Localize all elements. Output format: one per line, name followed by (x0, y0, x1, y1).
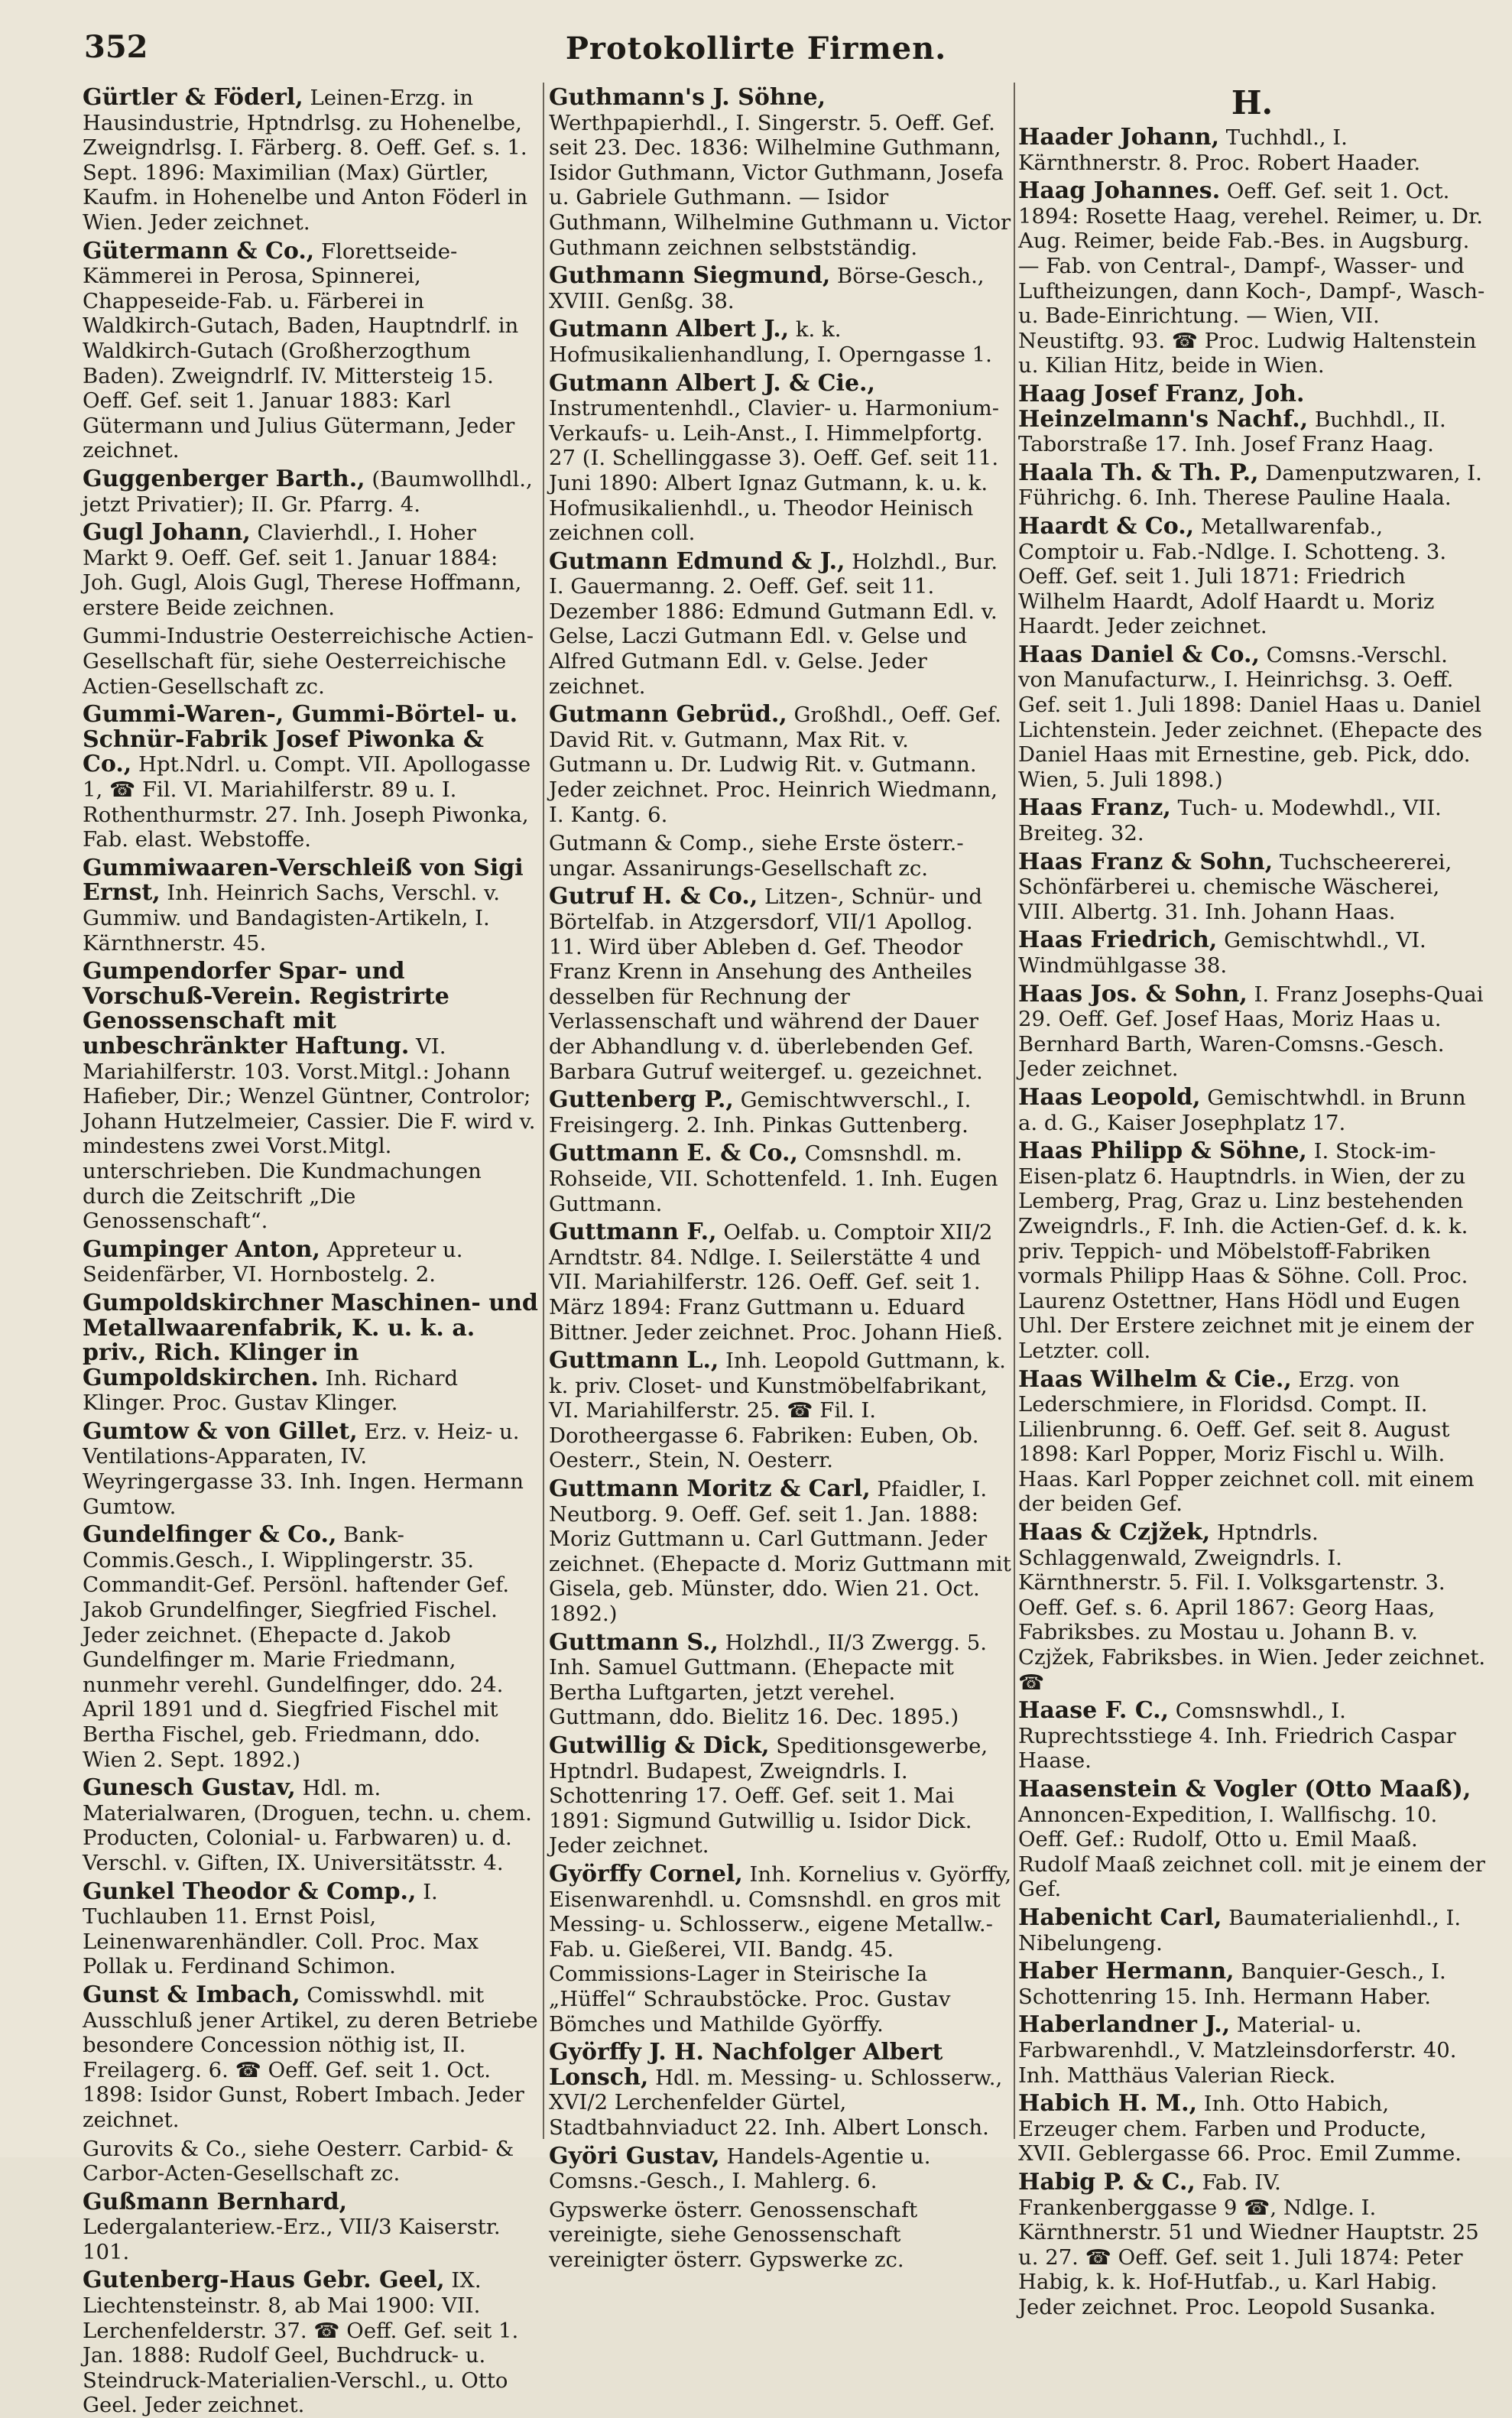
entry-details: Material- u. Farbwarenhdl., V. Matzleinsdorferstr. 40. Inh. Matthäus Valerian Rieck. (1018, 2013, 1457, 2088)
entry-firm-name: Haardt & Co., (1018, 512, 1195, 540)
entry-details: Inh. Richard Klinger. Proc. Gustav Klinger. (83, 1365, 459, 1416)
entry-details: Hpt.Ndrl. u. Compt. VII. Apollogasse 1, ☎ Fil. VI. Mariahilferstr. 89 u. I. Rothenthurmstr. 27. Inh. Joseph Piwonka, Fab. elast. Webstoffe. (83, 752, 531, 852)
directory-entry (549, 831, 1012, 881)
entry-details: Pfaidler, I. Neutborg. 9. Oeff. Gef. seit 1. Jan. 1888: Moriz Guttmann u. Carl Guttmann. Jeder zeichnet. (Ehepacte d. Moriz Guttmann mit Gisela, geb. Münster, ddo. Wien 21. Oct. 1892.) (549, 1477, 1011, 1627)
entry-firm-name: Guttmann E. & Co., (549, 1140, 798, 1167)
directory-entry (549, 1862, 1012, 2037)
entry-details: Buchhdl., II. Taborstraße 17. Inh. Josef Franz Haag. (1018, 407, 1446, 457)
entry-details: Holzhdl., II/3 Zwergg. 5. Inh. Samuel Guttmann. (Ehepacte mit Bertha Luftgarten, jetzt verehel. Guttmann, ddo. Bielitz 16. Dec. 1895.) (549, 1630, 988, 1730)
directory-entry (83, 703, 540, 852)
entry-details: Ledergalanteriew.-Erz., VII/3 Kaiserstr. 101. (83, 2215, 501, 2264)
entry-firm-name: Gutenberg-Haus Gebr. Geel, (83, 2267, 445, 2294)
entry-details: Tuch- u. Modewhdl., VII. Breiteg. 32. (1018, 796, 1442, 846)
directory-entry (1018, 2013, 1486, 2088)
entry-details: Gutmann & Comp., siehe Erste österr.-ungar. Assanirungs-Gesellschaft zc. (549, 831, 964, 881)
entry-firm-name: Gürtler & Föderl, (83, 84, 303, 111)
column-divider (1014, 83, 1015, 2139)
entry-details: Hdl. m. Messing- u. Schlosserw., XVI/2 Lerchenfelder Gürtel, Stadtbahnviaduct 22. Inh. Albert Lonsch. (549, 2065, 1003, 2140)
entry-firm-name: Haas Daniel & Co., (1018, 641, 1260, 668)
entry-firm-name: Gutwillig & Dick, (549, 1732, 770, 1759)
entry-firm-name: Gutmann Edmund & J., (549, 547, 845, 575)
entry-firm-name: Habenicht Carl, (1018, 1904, 1222, 1931)
entry-details: Gurovits & Co., siehe Oesterr. Carbid- & Carbor-Acten-Gesellschaft zc. (83, 2136, 514, 2186)
entry-details: Inh. Otto Habich, Erzeuger chem. Farben und Producte, XVII. Geblergasse 66. Proc. Emil Zumme. (1018, 2092, 1462, 2166)
entry-firm-name: Györffy J. H. Nachfolger Albert Lonsch, (549, 2039, 943, 2091)
directory-entry (83, 1880, 540, 1979)
directory-entry (1018, 1959, 1486, 2009)
entry-firm-name: Gugl Johann, (83, 519, 251, 547)
directory-entry (1018, 514, 1486, 639)
directory-entry (1018, 1699, 1486, 1774)
entry-details: Speditionsgewerbe, Hptndrl. Budapest, Zweigndrls. I. Schottenring 17. Oeff. Gef. seit 1. Mai 1891: Sigmund Gutwillig u. Isidor Dick. Jeder zeichnet. (549, 1734, 988, 1858)
directory-entry (83, 2268, 540, 2418)
entry-details: IX. Liechtensteinstr. 8, ab Mai 1900: VII. Lerchenfelderstr. 37. ☎ Oeff. Gef. seit 1. Jan. 1888: Rudolf Geel, Buchdruck- u. Steindruck-Materialien-Verschl., u. Otto Geel. Jeder zeichnet. (83, 2268, 519, 2418)
directory-entry (1018, 643, 1486, 793)
directory-entry (83, 467, 540, 517)
directory-entry (549, 1628, 1012, 1730)
entry-details: Hdl. m. Materialwaren, (Droguen, techn. u. chem. Producten, Colonial- u. Farbwaren) u. d. Verschl. v. Giften, IX. Universitätsstr. 4. (83, 1776, 532, 1875)
entry-firm-name: Guthmann Siegmund, (549, 262, 831, 290)
entry-firm-name: Gummi-Waren-, Gummi-Börtel- u. Schnür-Fabrik Josef Piwonka & Co., (83, 701, 518, 778)
directory-entry (83, 1291, 540, 1416)
entry-firm-name: Gutmann Gebrüd., (549, 701, 787, 729)
column-3 (1018, 84, 1486, 2319)
directory-entry (549, 1349, 1012, 1473)
entry-firm-name: Haas Franz & Sohn, (1018, 848, 1274, 875)
column-divider (543, 83, 544, 2139)
directory-entry (1018, 1777, 1486, 1902)
directory-entry (1018, 1139, 1486, 1363)
entry-firm-name: Gütermann & Co., (83, 237, 315, 265)
entry-details: I. Franz Josephs-Quai 29. Oeff. Gef. Josef Haas, Moriz Haas u. Bernhard Barth, Waren-Comsns.-Gesch. Jeder zeichnet. (1018, 982, 1484, 1082)
directory-entry (1018, 1521, 1486, 1695)
directory-entry (83, 2137, 540, 2186)
entry-firm-name: Haberlandner J., (1018, 2011, 1231, 2039)
entry-details: Oeff. Gef. seit 1. Oct. 1894: Rosette Haag, verehel. Reimer, u. Dr. Aug. Reimer, beide Fab.-Bes. in Augsburg. — Fab. von Central-, Dampf-, Wasser- und Luftheizungen, dann Koch-, Dampf-, Wasch- u. Bade-Einrichtung. — Wien, VII. Neustiftg. 93. ☎ Proc. Ludwig Haltenstein u. Kilian Hitz, beide in Wien. (1018, 179, 1485, 378)
directory-entry (1018, 850, 1486, 925)
entry-firm-name: Haala Th. & Th. P., (1018, 459, 1259, 486)
entry-firm-name: Gundelfinger & Co., (83, 1521, 337, 1549)
entry-firm-name: Haas Friedrich, (1018, 927, 1218, 954)
directory-entry (1018, 796, 1486, 845)
directory-entry (549, 1734, 1012, 1858)
directory-entry (549, 884, 1012, 1084)
entry-details: Gypswerke österr. Genossenschaft vereinigte, siehe Genossenschaft vereinigter österr. Gypswerke zc. (549, 2197, 918, 2272)
directory-entry (549, 1477, 1012, 1627)
entry-firm-name: Habig P. & C., (1018, 2168, 1196, 2196)
directory-entry (83, 1776, 540, 1875)
entry-details: Baumaterialienhdl., I. Nibelungeng. (1018, 1905, 1462, 1955)
directory-entry (549, 86, 1012, 260)
entry-details: Damenputzwaren, I. Führichg. 6. Inh. Therese Pauline Haala. (1018, 460, 1482, 511)
directory-entry (1018, 928, 1486, 978)
entry-details: Tuchscheererei, Schönfärberei u. chemische Wäscherei, VIII. Albertg. 31. Inh. Johann Haas. (1018, 849, 1452, 924)
column-1 (83, 84, 540, 2418)
entry-details: Banquier-Gesch., I. Schottenring 15. Inh. Hermann Haber. (1018, 1959, 1446, 2009)
entry-firm-name: Haas Leopold, (1018, 1083, 1201, 1111)
directory-entry (83, 1235, 540, 1287)
directory-entry (549, 2198, 1012, 2273)
entry-firm-name: Haas Franz, (1018, 794, 1171, 822)
directory-entry (549, 2144, 1012, 2194)
directory-entry (1018, 1365, 1486, 1517)
directory-entry (83, 959, 540, 1234)
entry-firm-name: Haber Hermann, (1018, 1958, 1235, 1985)
entry-details: VI. Mariahilferstr. 103. Vorst.Mitgl.: Johann Hafieber, Dir.; Wenzel Güntner, Controlor; Johann Hutzelmeier, Cassier. Die F. wird v. mindestens zwei Vorst.Mitgl. unterschrieben. Die Kundmachungen durch die Zeitschrift „Die Genossenschaft“. (83, 1034, 536, 1234)
entry-firm-name: Gußmann Bernhard, (83, 2188, 348, 2215)
entry-firm-name: Haag Johannes. (1018, 177, 1221, 205)
entry-firm-name: Guttmann L., (549, 1347, 719, 1375)
entry-details: Appreteur u. Seidenfärber, VI. Hornbostelg. 2. (83, 1237, 463, 1287)
entry-firm-name: Haag Josef Franz, Joh. Heinzelmann's Nachf., (1018, 380, 1309, 433)
entry-details: Tuchhdl., I. Kärnthnerstr. 8. Proc. Robert Haader. (1018, 125, 1421, 175)
entry-details: Werthpapierhdl., I. Singerstr. 5. Oeff. Gef. seit 23. Dec. 1836: Wilhelmine Guthmann, Isidor Guthmann, Victor Guthmann, Josefa u. Gabriele Guthmann. — Isidor Guthmann, Wilhelmine Guthmann u. Victor Guthmann zeichnen selbstständig. (549, 110, 1011, 260)
entry-firm-name: Gumpinger Anton, (83, 1235, 320, 1263)
entry-details: Gemischtwhdl. in Brunn a. d. G., Kaiser Josephplatz 17. (1018, 1085, 1466, 1135)
directory-entry (1018, 1083, 1486, 1135)
entry-details: (Baumwollhdl., jetzt Privatier); II. Gr. Pfarrg. 4. (83, 466, 533, 517)
directory-entry (83, 86, 540, 235)
entry-firm-name: Gutruf H. & Co., (549, 883, 758, 910)
directory-entry (549, 1220, 1012, 1345)
directory-entry (1018, 1906, 1486, 1955)
running-title: Protokollirte Firmen. (565, 31, 947, 67)
directory-entry (549, 317, 1012, 367)
directory-entry (1018, 382, 1486, 457)
entry-details: I. Stock-im-Eisen-platz 6. Hauptndrls. in Wien, der zu Lemberg, Prag, Graz u. Linz bestehenden Zweigndrls., F. Inh. die Actien-Gef. d. k. k. priv. Teppich- und Möbelstoff-Fabriken vormals Philipp Haas & Söhne. Coll. Proc. Laurenz Ostettner, Hans Hödl und Eugen Uhl. Der Erstere zeichnet mit je einem der Letzter. coll. (1018, 1139, 1474, 1363)
entry-details: Gemischtwverschl., I. Freisingerg. 2. Inh. Pinkas Guttenberg. (549, 1088, 972, 1138)
directory-entry (1018, 461, 1486, 511)
entry-details: Inh. Leopold Guttmann, k. k. priv. Closet- und Kunstmöbelfabrikant, VI. Mariahilferstr. 25. ☎ Fil. I. Dorotheergasse 6. Fabriken: Euben, Ob. Oesterr., Stein, N. Oesterr. (549, 1349, 1006, 1473)
directory-entry (1018, 2170, 1486, 2320)
entry-firm-name: Haas Jos. & Sohn, (1018, 980, 1248, 1008)
directory-entry (549, 369, 1012, 546)
entry-firm-name: Györffy Cornel, (549, 1860, 743, 1887)
directory-entry (83, 1983, 540, 2133)
entry-details: Holzhdl., Bur. I. Gauermanng. 2. Oeff. Gef. seit 11. Dezember 1886: Edmund Gutmann Edl. v. Gelse, Laczi Gutmann Edl. v. Gelse und Alfred Gutmann Edl. v. Gelse. Jeder zeichnet. (549, 549, 998, 699)
directory-entry (549, 264, 1012, 313)
entry-firm-name: Habich H. M., (1018, 2090, 1198, 2118)
directory-entry (83, 239, 540, 463)
entry-firm-name: Guttmann Moritz & Carl, (549, 1475, 871, 1503)
entry-firm-name: Gutmann Albert J., (549, 316, 790, 343)
directory-entry (549, 2040, 1012, 2140)
entry-firm-name: Gumtow & von Gillet, (83, 1417, 358, 1445)
directory-entry (1018, 2092, 1486, 2166)
entry-details: Inh. Kornelius v. Györffy, Eisenwarenhdl. u. Comsnshdl. en gros mit Messing- u. Schlosserw., eigene Metallw.-Fab. u. Gießerei, VII. Bandg. 45. Commissions-Lager in Steirische Ia „Hüffel“ Schraubstöcke. Proc. Gustav Bömches und Mathilde Györffy. (549, 1861, 1012, 2037)
entry-firm-name: Gunesch Gustav, (83, 1774, 296, 1802)
directory-entry (549, 547, 1012, 699)
entry-firm-name: Guttmann S., (549, 1628, 719, 1656)
entry-firm-name: Gutmann Albert J. & Cie., (549, 369, 875, 397)
entry-firm-name: Haas Wilhelm & Cie., (1018, 1365, 1292, 1393)
directory-entry (83, 1523, 540, 1772)
directory-entry (549, 1088, 1012, 1138)
entry-details: I. Tuchlauben 11. Ernst Poisl, Leinenwarenhändler. Coll. Proc. Max Pollak u. Ferdinand Schimon. (83, 1879, 479, 1979)
entry-details: Börse-Gesch., XVIII. Genßg. 38. (549, 264, 985, 313)
entry-details: Annoncen-Expedition, I. Wallfischg. 10. Oeff. Gef.: Rudolf, Otto u. Emil Maaß. Rudolf Maaß zeichnet coll. mit je einem der Gef. (1018, 1802, 1485, 1902)
entry-details: Handels-Agentie u. Comsns.-Gesch., I. Mahlerg. 6. (549, 2144, 931, 2194)
directory-entry (83, 1417, 540, 1519)
entry-firm-name: Guthmann's J. Söhne, (549, 84, 826, 111)
entry-details: Comsnswhdl., I. Ruprechtsstiege 4. Inh. Friedrich Caspar Haase. (1018, 1699, 1456, 1774)
directory-entry (1018, 982, 1486, 1082)
entry-firm-name: Haader Johann, (1018, 124, 1220, 151)
entry-details: Erzg. von Lederschmiere, in Floridsd. Compt. II. Lilienbrunng. 6. Oeff. Gef. seit 8. August 1898: Karl Popper, Moriz Fischl u. Wilh. Haas. Karl Popper zeichnet coll. mit einem der beiden Gef. (1018, 1367, 1475, 1517)
entry-firm-name: Gunst & Imbach, (83, 1981, 300, 2008)
directory-entry (1018, 179, 1486, 378)
entry-details: Erz. v. Heiz- u. Ventilations-Apparaten, IV. Weyringergasse 33. Inh. Ingen. Hermann Gumtow. (83, 1419, 524, 1519)
entry-details: Comsnshdl. m. Rohseide, VII. Schottenfeld. 1. Inh. Eugen Guttmann. (549, 1141, 998, 1216)
entry-firm-name: Györi Gustav, (549, 2142, 720, 2170)
directory-entry (83, 2190, 540, 2265)
entry-details: Comsns.-Verschl. von Manufacturw., I. Heinrichsg. 3. Oeff. Gef. seit 1. Juli 1898: Daniel Haas u. Daniel Lichtenstein. Jeder zeichnet. (Ehepacte des Daniel Haas mit Ernestine, geb. Pick, ddo. Wien, 5. Juli 1898.) (1018, 642, 1483, 792)
entry-details: Litzen-, Schnür- und Börtelfab. in Atzgersdorf, VII/1 Apollog. 11. Wird über Ableben d. Gef. Theodor Franz Krenn in Ansehung des Antheiles desselben für Rechnung der Verlassenschaft und während der Dauer der Abhandlung v. d. überlebenden Gef. Barbara Gutruf weitergef. u. gezeichnet. (549, 884, 983, 1084)
entry-firm-name: Gumpoldskirchner Maschinen- und Metallwaarenfabrik, K. u. k. a. priv., Rich. Klinger in Gumpoldskirchen. (83, 1289, 538, 1391)
entry-firm-name: Haas Philipp & Söhne, (1018, 1138, 1307, 1165)
entry-details: Hptndrls. Schlaggenwald, Zweigndrls. I. Kärnthnerstr. 5. Fil. I. Volksgartenstr. 3. Oeff. Gef. s. 6. April 1867: Georg Haas, Fabriksbes. zu Mostau u. Johann B. v. Czjžek, Fabriksbes. in Wien. Jeder zeichnet. ☎ (1018, 1521, 1486, 1695)
entry-firm-name: Guggenberger Barth., (83, 465, 365, 492)
directory-entry (83, 624, 540, 699)
entry-firm-name: Guttmann F., (549, 1219, 717, 1246)
page-header (0, 23, 1512, 76)
entry-details: k. k. Hofmusikalienhandlung, I. Operngasse 1. (549, 317, 992, 367)
directory-entry (83, 521, 540, 620)
page-number: 352 (84, 29, 148, 65)
entry-firm-name: Haas & Czjžek, (1018, 1519, 1211, 1547)
entry-details: Inh. Heinrich Sachs, Verschl. v. Gummiw. und Bandagisten-Artikeln, I. Kärnthnerstr. 45. (83, 881, 500, 956)
column-2 (549, 84, 1012, 2272)
directory-entry (1018, 125, 1486, 175)
section-letter: H. (1231, 84, 1274, 122)
entry-details: Leinen-Erzg. in Hausindustrie, Hptndrlsg. zu Hohenelbe, Zweigndrlsg. I. Färberg. 8. Oeff. Gef. s. 1. Sept. 1896: Maximilian (Max) Gürtler, Kaufm. in Hohenelbe und Anton Föderl in Wien. Jeder zeichnet. (83, 86, 528, 235)
entry-firm-name: Guttenberg P., (549, 1086, 734, 1114)
entry-firm-name: Gummiwaaren-Verschleiß von Sigi Ernst, (83, 854, 524, 907)
entry-details: Comisswhdl. mit Ausschluß jener Artikel, zu deren Betriebe besondere Concession nöthig ist, II. Freilagerg. 6. ☎ Oeff. Gef. seit 1. Oct. 1898: Isidor Gunst, Robert Imbach. Jeder zeichnet. (83, 1982, 538, 2132)
entry-details: Metallwarenfab., Comptoir u. Fab.-Ndlge. I. Schotteng. 3. Oeff. Gef. seit 1. Juli 1871: Friedrich Wilhelm Haardt, Adolf Haardt u. Moriz Haardt. Jeder zeichnet. (1018, 514, 1447, 639)
entry-details: Gemischtwhdl., VI. Windmühlgasse 38. (1018, 928, 1426, 978)
entry-firm-name: Haase F. C., (1018, 1697, 1170, 1725)
entry-details: Oelfab. u. Comptoir XII/2 Arndtstr. 84. Ndlge. I. Seilerstätte 4 und VII. Mariahilferstr. 126. Oeff. Gef. seit 1. März 1894: Franz Guttmann u. Eduard Bittner. Jeder zeichnet. Proc. Johann Hieß. (549, 1220, 1004, 1345)
entry-details: Bank-Commis.Gesch., I. Wipplingerstr. 35. Commandit-Gef. Persönl. haftender Gef. Jakob Grundelfinger, Siegfried Fischel. Jeder zeichnet. (Ehepacte d. Jakob Gundelfinger m. Marie Friedmann, nunmehr verehl. Gundelfinger, ddo. 24. April 1891 und d. Siegfried Fischel mit Bertha Fischel, geb. Friedmann, ddo. Wien 2. Sept. 1892.) (83, 1523, 510, 1772)
entry-firm-name: Gunkel Theodor & Comp., (83, 1878, 417, 1905)
directory-entry (549, 703, 1012, 827)
entry-firm-name: Gumpendorfer Spar- und Vorschuß-Verein. Registrirte Genossenschaft mit unbeschränkter Haftung. (83, 958, 449, 1060)
entry-details: Großhdl., Oeff. Gef. David Rit. v. Gutmann, Max Rit. v. Gutmann u. Dr. Ludwig Rit. v. Gutmann. Jeder zeichnet. Proc. Heinrich Wiedmann, I. Kantg. 6. (549, 703, 1001, 827)
entry-details: Instrumentenhdl., Clavier- u. Harmonium-Verkaufs- u. Leih-Anst., I. Himmelpfortg. 27 (I. Schellinggasse 3). Oeff. Gef. seit 11. Juni 1890: Albert Ignaz Gutmann, k. u. k. Hofmusikalienhdl., u. Theodor Heinisch zeichnen coll. (549, 396, 999, 546)
directory-entry (549, 1141, 1012, 1216)
entry-details: Florettseide-Kämmerei in Perosa, Spinnerei, Chappeseide-Fab. u. Färberei in Waldkirch-Gutach, Baden, Hauptndrlf. in Waldkirch-Gutach (Großherzogthum Baden). Zweigndrlf. IV. Mittersteig 15. Oeff. Gef. seit 1. Januar 1883: Karl Gütermann und Julius Gütermann, Jeder zeichnet. (83, 239, 519, 463)
entry-details: Gummi-Industrie Oesterreichische Actien-Gesellschaft für, siehe Oesterreichische Actien-Gesellschaft zc. (83, 624, 534, 699)
directory-entry (83, 856, 540, 956)
entry-firm-name: Haasenstein & Vogler (Otto Maaß), (1018, 1776, 1471, 1803)
entry-details: Fab. IV. Frankenberggasse 9 ☎, Ndlge. I. Kärnthnerstr. 51 und Wiedner Hauptstr. 25 u. 27. ☎ Oeff. Gef. seit 1. Juli 1874: Peter Habig, k. k. Hof-Hutfab., u. Karl Habig. Jeder zeichnet. Proc. Leopold Susanka. (1018, 2170, 1479, 2319)
entry-details: Clavierhdl., I. Hoher Markt 9. Oeff. Gef. seit 1. Januar 1884: Joh. Gugl, Alois Gugl, Therese Hoffmann, erstere Beide zeichnen. (83, 521, 522, 620)
